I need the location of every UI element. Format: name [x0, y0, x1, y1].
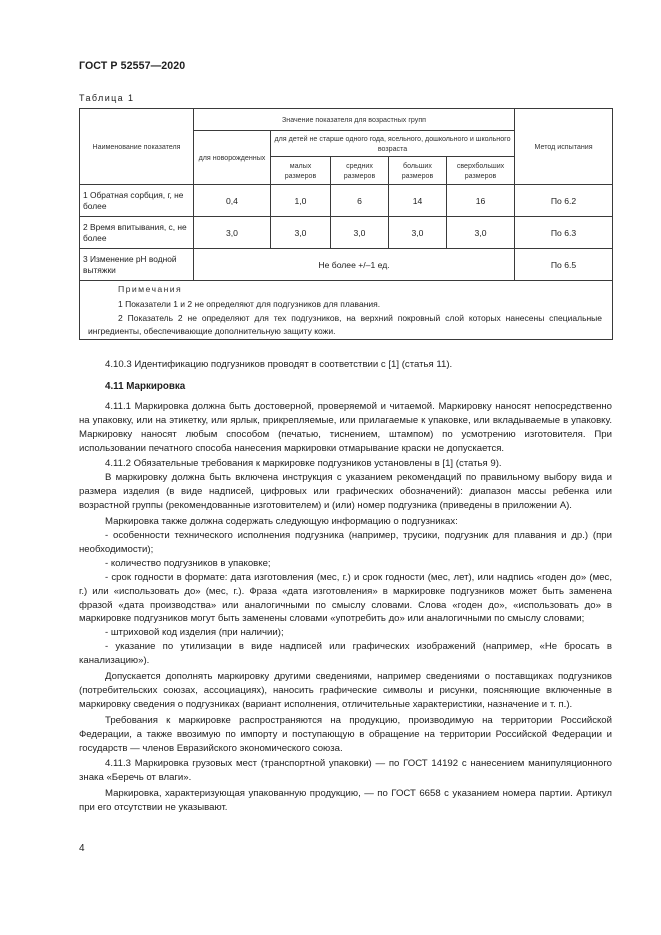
cell-small: 3,0: [271, 217, 331, 249]
cell-xlarge: 3,0: [447, 217, 515, 249]
row-name: 3 Изменение pH водной вытяжки: [80, 249, 194, 281]
cell-xlarge: 16: [447, 185, 515, 217]
row-name: 2 Время впитывания, с, не более: [80, 217, 194, 249]
header-medium: средних размеров: [331, 157, 389, 185]
header-small: малых размеров: [271, 157, 331, 185]
paragraph-4-10-3: 4.10.3 Идентификацию подгузников проводят в соответствии с [1] (статья 11).: [105, 359, 453, 370]
list-item: - срок годности в формате: дата изготовления (мес, г.) и срок годности (мес, лет), или надпись «годен до» (мес, г.) или «использовать до» (мес, г.). Фраза «дата изготовления» в маркировке подгузников может быть заменена фразой «дата производства» или аналогичными по смыслу словами. Слова «годен до», «использовать до» в маркировке подгузников могут быть заменены словами «употребить до» или аналогичными по смыслу словами;: [79, 571, 612, 625]
cell-large: 3,0: [389, 217, 447, 249]
table-notes: [80, 281, 613, 340]
header-large: больших размеров: [389, 157, 447, 185]
cell-newborn: 3,0: [194, 217, 271, 249]
cell-method: По 6.2: [515, 185, 613, 217]
list-item: - указание по утилизации в виде надписей или графических изображений (например, «Не бросать в канализацию»).: [79, 641, 612, 667]
list-item: - особенности технического исполнения подгузника (например, трусики, подгузник для плавания и др.) (при необходимости);: [79, 529, 612, 555]
cell-small: 1,0: [271, 185, 331, 217]
table-caption: Таблица 1: [79, 93, 135, 103]
header-value-group: Значение показателя для возрастных групп: [194, 109, 515, 131]
paragraph-requirements: Требования к маркировке распространяются на продукцию, производимую на территории Российской Федерации, а также ввозимую по импорту и поступающую в обращение на территории Российской Федерации и государств — членов Евразийского экономического союза.: [79, 714, 612, 754]
indicators-table: [79, 108, 613, 340]
list-item: - штриховой код изделия (при наличии);: [105, 627, 284, 639]
header-method: Метод испытания: [515, 109, 613, 185]
notes-title: Примечания: [118, 284, 183, 294]
cell-newborn: 0,4: [194, 185, 271, 217]
header-children: для детей не старше одного года, ясельного, дошкольного и школьного возраста: [271, 131, 515, 157]
table-row: [80, 217, 613, 249]
cell-large: 14: [389, 185, 447, 217]
cell-merged: Не более +/–1 ед.: [194, 249, 515, 281]
paragraph-also: Маркировка также должна содержать следующую информацию о подгузниках:: [105, 516, 458, 528]
table-row: [80, 185, 613, 217]
table-row: [80, 249, 613, 281]
list-item: - количество подгузников в упаковке;: [105, 557, 271, 569]
note-item: 1 Показатели 1 и 2 не определяют для подгузников для плавания.: [118, 299, 381, 309]
cell-medium: 3,0: [331, 217, 389, 249]
section-heading-4-11: 4.11 Маркировка: [105, 380, 186, 392]
paragraph-4-11-2: 4.11.2 Обязательные требования к маркировке подгузников установлены в [1] (статья 9).: [105, 458, 502, 470]
row-name: 1 Обратная сорбция, г, не более: [80, 185, 194, 217]
page-number: 4: [79, 843, 85, 854]
cell-medium: 6: [331, 185, 389, 217]
table-notes-row: [80, 281, 613, 340]
header-xlarge: сверхбольших размеров: [447, 157, 515, 185]
table-header-row: [80, 109, 613, 131]
cell-method: По 6.3: [515, 217, 613, 249]
paragraph-4-11-1: 4.11.1 Маркировка должна быть достоверной, проверяемой и читаемой. Маркировку наносят непосредственно на упаковку, или на этикетку, или ярлык, прикрепляемые, или прилагаемые к упаковке, или вкладываемые в упаковку. Маркировку наносят любым способом (печатью, тиснением, штампом) по усмотрению изготовителя. При использовании печатного способа нанесения маркировки отмарывание краски не допускается.: [79, 400, 612, 454]
paragraph-instruction: В маркировку должна быть включена инструкция с указанием рекомендаций по правильному выбору вида и размера изделия (в виде надписей, цифровых или графических обозначений): диапазон массы ребенка или возрастной группы (рекомендованные изготовителем) и (или) номер подгузника (приведены в приложении А).: [79, 472, 612, 512]
header-newborn: для новорожденных: [194, 131, 271, 185]
body-text: [79, 358, 612, 815]
paragraph-packed: Маркировка, характеризующая упакованную продукцию, — по ГОСТ 6658 с указанием номера партии. Артикул при его отсутствии не указывают.: [79, 788, 612, 814]
paragraph-4-11-3: 4.11.3 Маркировка грузовых мест (транспортной упаковки) — по ГОСТ 14192 с нанесением манипуляционного знака «Беречь от влаги».: [79, 758, 612, 784]
paragraph-allow: Допускается дополнять маркировку другими сведениями, например сведениями о поставщиках подгузников (потребительских союзах, ассоциациях), наносить графические символы и рисунки, поясняющие включенные в маркировку сведения о подгузниках (вариант исполнения, отличительные характеристики, назначение и т. п.).: [79, 671, 612, 710]
header-name: Наименование показателя: [80, 109, 194, 185]
cell-method: По 6.5: [515, 249, 613, 281]
note-item: 2 Показатель 2 не определяют для тех подгузников, на верхний покровный слой которых нанесены специальные ингредиенты, обеспечивающие дополнительную защиту кожи.: [88, 313, 603, 336]
standard-designation: ГОСТ Р 52557—2020: [79, 60, 186, 72]
